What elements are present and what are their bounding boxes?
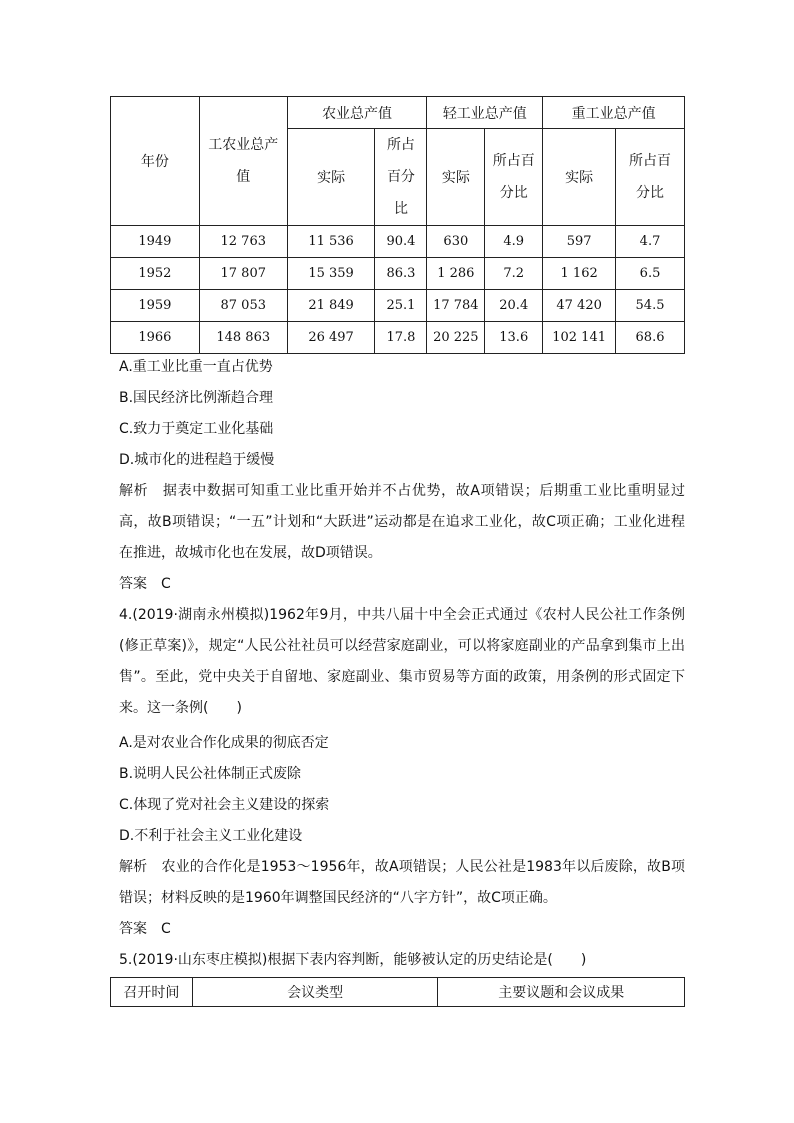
cell: 12 763 bbox=[199, 226, 287, 258]
header-light: 轻工业总产值 bbox=[427, 97, 543, 129]
header-light-pct-text: 所占百分比 bbox=[492, 153, 535, 201]
q3-option-d: D.城市化的进程趋于缓慢 bbox=[119, 452, 275, 468]
q5-stem: 5.(2019·山东枣庄模拟)根据下表内容判断，能够被认定的历史结论是( ) bbox=[119, 952, 587, 968]
cell: 1949 bbox=[111, 226, 200, 258]
cell: 21 849 bbox=[287, 290, 375, 322]
q4-stem: 4.(2019·湖南永州模拟)1962年9月，中共八届十中全会正式通过《农村人民公社工作条例(修正草案)》，规定“人民公社社员可以经营家庭副业，可以将家庭副业的产品拿到集市上出售”。至此，党中央关于自留地、家庭副业、集市贸易等方面的政策，用条例的形式固定下来。这一条例( ) bbox=[119, 607, 685, 716]
q4-option-b: B.说明人民公社体制正式废除 bbox=[119, 766, 302, 782]
header-heavy: 重工业总产值 bbox=[543, 97, 685, 129]
cell: 25.1 bbox=[375, 290, 427, 322]
q4-analysis: 解析 农业的合作化是1953～1956年，故A项错误；人民公社是1983年以后废除，故B项错误；材料反映的是1960年调整国民经济的“八字方针”，故C项正确。 bbox=[119, 859, 685, 906]
q3-answer: 答案 C bbox=[119, 576, 171, 592]
q3-option-b: B.国民经济比例渐趋合理 bbox=[119, 390, 274, 406]
header-meeting-time: 召开时间 bbox=[111, 978, 193, 1007]
cell: 54.5 bbox=[616, 290, 685, 322]
cell: 1 162 bbox=[543, 258, 616, 290]
cell: 15 359 bbox=[287, 258, 375, 290]
header-total-text: 工农业总产值 bbox=[208, 137, 279, 185]
cell: 20 225 bbox=[427, 322, 485, 354]
cell: 86.3 bbox=[375, 258, 427, 290]
table-row bbox=[111, 322, 685, 354]
header-agri-pct-text: 所占百分比 bbox=[386, 137, 415, 217]
header-heavy-actual: 实际 bbox=[543, 129, 616, 226]
cell: 17.8 bbox=[375, 322, 427, 354]
q4-answer: 答案 C bbox=[119, 921, 171, 937]
header-total bbox=[199, 97, 287, 226]
cell: 630 bbox=[427, 226, 485, 258]
cell: 597 bbox=[543, 226, 616, 258]
cell: 11 536 bbox=[287, 226, 375, 258]
table-row bbox=[111, 226, 685, 258]
cell: 47 420 bbox=[543, 290, 616, 322]
header-year: 年份 bbox=[111, 97, 200, 226]
cell: 13.6 bbox=[485, 322, 543, 354]
q4-option-a: A.是对农业合作化成果的彻底否定 bbox=[119, 735, 329, 751]
cell: 87 053 bbox=[199, 290, 287, 322]
cell: 1959 bbox=[111, 290, 200, 322]
q4-option-c: C.体现了党对社会主义建设的探索 bbox=[119, 797, 330, 813]
header-agri: 农业总产值 bbox=[287, 97, 427, 129]
meeting-table bbox=[110, 977, 685, 1007]
cell: 26 497 bbox=[287, 322, 375, 354]
cell: 102 141 bbox=[543, 322, 616, 354]
q3-analysis: 解析 据表中数据可知重工业比重开始并不占优势，故A项错误；后期重工业比重明显过高，故B项错误；“一五”计划和“大跃进”运动都是在追求工业化，故C项正确；工业化进程在推进，故城市化也在发展，故D项错误。 bbox=[119, 483, 685, 561]
header-light-actual: 实际 bbox=[427, 129, 485, 226]
cell: 20.4 bbox=[485, 290, 543, 322]
table-row bbox=[111, 290, 685, 322]
header-agri-actual: 实际 bbox=[287, 129, 375, 226]
cell: 1 286 bbox=[427, 258, 485, 290]
header-agri-pct bbox=[375, 129, 427, 226]
cell: 17 807 bbox=[199, 258, 287, 290]
header-light-pct bbox=[485, 129, 543, 226]
industry-output-table bbox=[110, 96, 685, 354]
cell: 4.9 bbox=[485, 226, 543, 258]
table-row bbox=[111, 258, 685, 290]
q3-option-c: C.致力于奠定工业化基础 bbox=[119, 421, 274, 437]
q4-option-d: D.不利于社会主义工业化建设 bbox=[119, 828, 303, 844]
cell: 17 784 bbox=[427, 290, 485, 322]
header-meeting-results: 主要议题和会议成果 bbox=[438, 978, 685, 1007]
header-heavy-pct bbox=[616, 129, 685, 226]
cell: 90.4 bbox=[375, 226, 427, 258]
q3-option-a: A.重工业比重一直占优势 bbox=[119, 359, 273, 375]
cell: 6.5 bbox=[616, 258, 685, 290]
header-heavy-pct-text: 所占百分比 bbox=[629, 153, 672, 201]
cell: 68.6 bbox=[616, 322, 685, 354]
cell: 148 863 bbox=[199, 322, 287, 354]
cell: 4.7 bbox=[616, 226, 685, 258]
cell: 1966 bbox=[111, 322, 200, 354]
cell: 1952 bbox=[111, 258, 200, 290]
header-meeting-type: 会议类型 bbox=[192, 978, 438, 1007]
cell: 7.2 bbox=[485, 258, 543, 290]
